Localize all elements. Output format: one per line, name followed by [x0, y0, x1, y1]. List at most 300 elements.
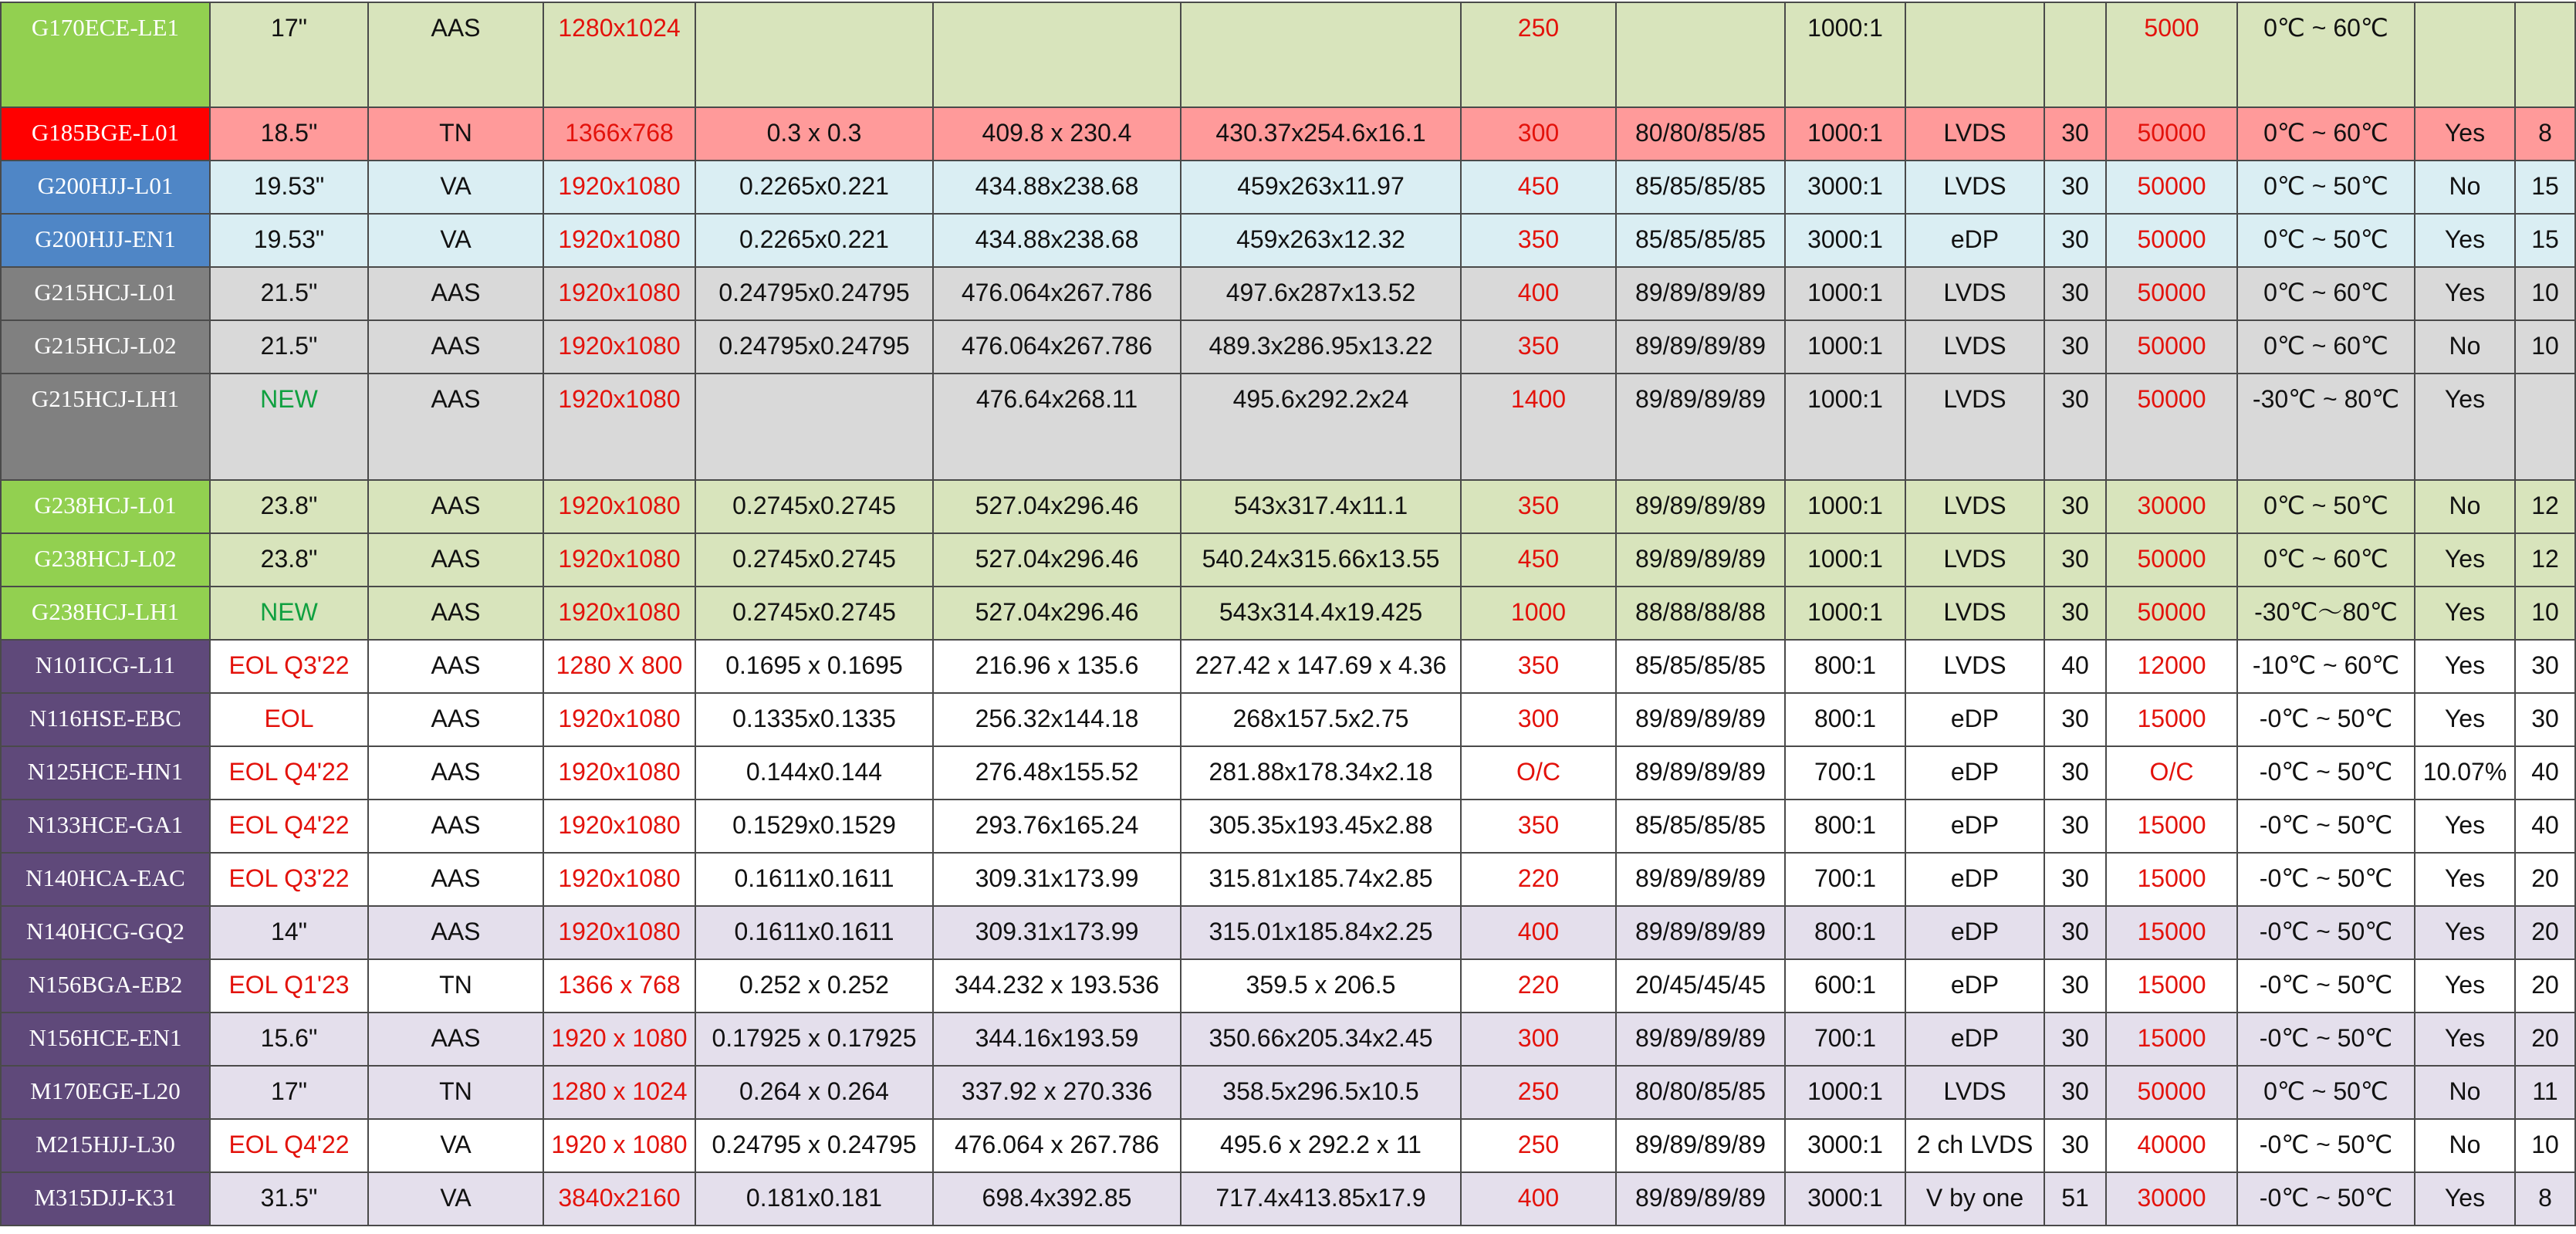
pins-cell: 30	[2045, 907, 2107, 960]
panel-type-cell: AAS	[369, 321, 544, 374]
touch-cell: No	[2415, 1120, 2516, 1173]
touch-cell: Yes	[2415, 268, 2516, 321]
viewing-angle-cell: 85/85/85/85	[1617, 800, 1786, 854]
interface-cell: LVDS	[1906, 587, 2045, 641]
size-cell: 21.5"	[211, 268, 369, 321]
pixel-pitch-cell: 0.24795 x 0.24795	[696, 1120, 934, 1173]
interface-cell: V by one	[1906, 1173, 2045, 1226]
interface-cell: eDP	[1906, 215, 2045, 268]
size-cell: EOL Q4'22	[211, 747, 369, 800]
model-cell: G238HCJ-L01	[0, 481, 211, 534]
contrast-cell: 1000:1	[1786, 321, 1906, 374]
resolution-cell: 1920x1080	[544, 534, 696, 587]
pins-cell: 30	[2045, 800, 2107, 854]
panel-type-cell: TN	[369, 960, 544, 1013]
pixel-pitch-cell: 0.1611x0.1611	[696, 907, 934, 960]
outline-cell: 315.81x185.74x2.85	[1182, 854, 1462, 907]
contrast-cell: 1000:1	[1786, 1067, 1906, 1120]
contrast-cell: 1000:1	[1786, 268, 1906, 321]
panel-type-cell: TN	[369, 108, 544, 161]
temperature-cell: -0℃ ~ 50℃	[2238, 907, 2415, 960]
brightness-cell: 350	[1462, 800, 1617, 854]
contrast-cell: 1000:1	[1786, 374, 1906, 481]
resolution-cell: 1920x1080	[544, 268, 696, 321]
table-row	[0, 1173, 2576, 1226]
temperature-cell: 0℃ ~ 50℃	[2238, 481, 2415, 534]
brightness-cell: 400	[1462, 1173, 1617, 1226]
brightness-cell: 350	[1462, 215, 1617, 268]
panel-type-cell: AAS	[369, 268, 544, 321]
viewing-angle-cell: 89/89/89/89	[1617, 1173, 1786, 1226]
outline-cell: 358.5x296.5x10.5	[1182, 1067, 1462, 1120]
viewing-angle-cell	[1617, 2, 1786, 108]
panel-type-cell: VA	[369, 215, 544, 268]
pixel-pitch-cell: 0.1529x0.1529	[696, 800, 934, 854]
pins-cell: 30	[2045, 374, 2107, 481]
qty-cell: 20	[2516, 1013, 2576, 1067]
outline-cell: 315.01x185.84x2.25	[1182, 907, 1462, 960]
interface-cell	[1906, 2, 2045, 108]
panel-type-cell: AAS	[369, 374, 544, 481]
size-cell: 31.5"	[211, 1173, 369, 1226]
brightness-cell: 300	[1462, 694, 1617, 747]
temperature-cell: -0℃ ~ 50℃	[2238, 1173, 2415, 1226]
qty-cell: 40	[2516, 747, 2576, 800]
contrast-cell: 1000:1	[1786, 534, 1906, 587]
model-cell: N125HCE-HN1	[0, 747, 211, 800]
brightness-cell: 250	[1462, 1067, 1617, 1120]
resolution-cell: 1920x1080	[544, 747, 696, 800]
pixel-pitch-cell: 0.1611x0.1611	[696, 854, 934, 907]
touch-cell: Yes	[2415, 534, 2516, 587]
size-cell: 23.8"	[211, 534, 369, 587]
qty-cell	[2516, 374, 2576, 481]
pins-cell: 30	[2045, 854, 2107, 907]
qty-cell: 15	[2516, 161, 2576, 215]
contrast-cell: 800:1	[1786, 800, 1906, 854]
size-cell: NEW	[211, 374, 369, 481]
lifetime-cell: 15000	[2107, 907, 2238, 960]
pins-cell: 30	[2045, 268, 2107, 321]
interface-cell: LVDS	[1906, 641, 2045, 694]
touch-cell: Yes	[2415, 800, 2516, 854]
touch-cell: Yes	[2415, 907, 2516, 960]
model-cell: G215HCJ-LH1	[0, 374, 211, 481]
active-area-cell: 476.064 x 267.786	[934, 1120, 1182, 1173]
qty-cell: 30	[2516, 641, 2576, 694]
qty-cell: 12	[2516, 481, 2576, 534]
table-row	[0, 960, 2576, 1013]
lifetime-cell: O/C	[2107, 747, 2238, 800]
contrast-cell: 600:1	[1786, 960, 1906, 1013]
temperature-cell: -0℃ ~ 50℃	[2238, 854, 2415, 907]
model-cell: N140HCG-GQ2	[0, 907, 211, 960]
touch-cell: Yes	[2415, 108, 2516, 161]
panel-type-cell: AAS	[369, 534, 544, 587]
resolution-cell: 1920x1080	[544, 321, 696, 374]
contrast-cell: 800:1	[1786, 694, 1906, 747]
active-area-cell: 434.88x238.68	[934, 215, 1182, 268]
model-cell: G215HCJ-L02	[0, 321, 211, 374]
model-cell: G200HJJ-L01	[0, 161, 211, 215]
pixel-pitch-cell: 0.24795x0.24795	[696, 268, 934, 321]
lifetime-cell: 12000	[2107, 641, 2238, 694]
resolution-cell: 3840x2160	[544, 1173, 696, 1226]
model-cell: N156HCE-EN1	[0, 1013, 211, 1067]
lifetime-cell: 50000	[2107, 268, 2238, 321]
lifetime-cell: 15000	[2107, 1013, 2238, 1067]
qty-cell: 11	[2516, 1067, 2576, 1120]
outline-cell: 489.3x286.95x13.22	[1182, 321, 1462, 374]
size-cell: 17"	[211, 2, 369, 108]
interface-cell: LVDS	[1906, 1067, 2045, 1120]
panel-type-cell: AAS	[369, 641, 544, 694]
active-area-cell: 309.31x173.99	[934, 907, 1182, 960]
active-area-cell: 527.04x296.46	[934, 481, 1182, 534]
pins-cell: 30	[2045, 694, 2107, 747]
resolution-cell: 1920x1080	[544, 694, 696, 747]
size-cell: EOL Q1'23	[211, 960, 369, 1013]
viewing-angle-cell: 85/85/85/85	[1617, 161, 1786, 215]
touch-cell: Yes	[2415, 1173, 2516, 1226]
outline-cell: 305.35x193.45x2.88	[1182, 800, 1462, 854]
brightness-cell: 350	[1462, 321, 1617, 374]
outline-cell: 227.42 x 147.69 x 4.36	[1182, 641, 1462, 694]
qty-cell: 10	[2516, 587, 2576, 641]
table-row	[0, 268, 2576, 321]
interface-cell: eDP	[1906, 960, 2045, 1013]
outline-cell	[1182, 2, 1462, 108]
model-cell: G238HCJ-L02	[0, 534, 211, 587]
table-row	[0, 374, 2576, 481]
temperature-cell: -0℃ ~ 50℃	[2238, 1120, 2415, 1173]
model-cell: M215HJJ-L30	[0, 1120, 211, 1173]
viewing-angle-cell: 85/85/85/85	[1617, 215, 1786, 268]
table-row	[0, 641, 2576, 694]
lifetime-cell: 50000	[2107, 534, 2238, 587]
model-cell: N133HCE-GA1	[0, 800, 211, 854]
qty-cell: 10	[2516, 268, 2576, 321]
qty-cell: 20	[2516, 854, 2576, 907]
panel-type-cell: AAS	[369, 854, 544, 907]
touch-cell: Yes	[2415, 694, 2516, 747]
qty-cell: 12	[2516, 534, 2576, 587]
pins-cell: 30	[2045, 108, 2107, 161]
active-area-cell: 476.064x267.786	[934, 321, 1182, 374]
panel-type-cell: AAS	[369, 907, 544, 960]
table-row	[0, 215, 2576, 268]
viewing-angle-cell: 80/80/85/85	[1617, 1067, 1786, 1120]
viewing-angle-cell: 89/89/89/89	[1617, 1013, 1786, 1067]
pixel-pitch-cell: 0.2745x0.2745	[696, 587, 934, 641]
panel-type-cell: AAS	[369, 694, 544, 747]
viewing-angle-cell: 89/89/89/89	[1617, 321, 1786, 374]
resolution-cell: 1920x1080	[544, 481, 696, 534]
table-row	[0, 1067, 2576, 1120]
interface-cell: eDP	[1906, 800, 2045, 854]
viewing-angle-cell: 89/89/89/89	[1617, 481, 1786, 534]
resolution-cell: 1920x1080	[544, 854, 696, 907]
lifetime-cell: 30000	[2107, 1173, 2238, 1226]
touch-cell: Yes	[2415, 1013, 2516, 1067]
qty-cell	[2516, 2, 2576, 108]
contrast-cell: 1000:1	[1786, 587, 1906, 641]
lifetime-cell: 50000	[2107, 321, 2238, 374]
brightness-cell: 1400	[1462, 374, 1617, 481]
interface-cell: eDP	[1906, 694, 2045, 747]
touch-cell: Yes	[2415, 374, 2516, 481]
contrast-cell: 700:1	[1786, 1013, 1906, 1067]
temperature-cell: 0℃ ~ 50℃	[2238, 215, 2415, 268]
table-row	[0, 108, 2576, 161]
active-area-cell: 527.04x296.46	[934, 587, 1182, 641]
contrast-cell: 1000:1	[1786, 2, 1906, 108]
temperature-cell: -30℃～80℃	[2238, 587, 2415, 641]
touch-cell: Yes	[2415, 215, 2516, 268]
active-area-cell: 698.4x392.85	[934, 1173, 1182, 1226]
model-cell: N116HSE-EBC	[0, 694, 211, 747]
outline-cell: 497.6x287x13.52	[1182, 268, 1462, 321]
pins-cell: 30	[2045, 747, 2107, 800]
lifetime-cell: 50000	[2107, 108, 2238, 161]
contrast-cell: 1000:1	[1786, 108, 1906, 161]
interface-cell: eDP	[1906, 907, 2045, 960]
temperature-cell: 0℃ ~ 60℃	[2238, 2, 2415, 108]
brightness-cell: 300	[1462, 108, 1617, 161]
model-cell: M315DJJ-K31	[0, 1173, 211, 1226]
pixel-pitch-cell: 0.181x0.181	[696, 1173, 934, 1226]
table-row	[0, 800, 2576, 854]
pixel-pitch-cell: 0.264 x 0.264	[696, 1067, 934, 1120]
resolution-cell: 1920 x 1080	[544, 1013, 696, 1067]
resolution-cell: 1920x1080	[544, 215, 696, 268]
pins-cell: 30	[2045, 1067, 2107, 1120]
pins-cell: 30	[2045, 161, 2107, 215]
pins-cell: 51	[2045, 1173, 2107, 1226]
interface-cell: LVDS	[1906, 374, 2045, 481]
qty-cell: 15	[2516, 215, 2576, 268]
pixel-pitch-cell: 0.2265x0.221	[696, 161, 934, 215]
brightness-cell: 220	[1462, 854, 1617, 907]
outline-cell: 359.5 x 206.5	[1182, 960, 1462, 1013]
qty-cell: 20	[2516, 960, 2576, 1013]
lifetime-cell: 50000	[2107, 374, 2238, 481]
lifetime-cell: 50000	[2107, 587, 2238, 641]
size-cell: EOL	[211, 694, 369, 747]
active-area-cell: 256.32x144.18	[934, 694, 1182, 747]
contrast-cell: 3000:1	[1786, 1173, 1906, 1226]
table-row	[0, 587, 2576, 641]
contrast-cell: 3000:1	[1786, 161, 1906, 215]
touch-cell: Yes	[2415, 854, 2516, 907]
model-cell: G238HCJ-LH1	[0, 587, 211, 641]
model-cell: N140HCA-EAC	[0, 854, 211, 907]
temperature-cell: 0℃ ~ 50℃	[2238, 161, 2415, 215]
qty-cell: 10	[2516, 1120, 2576, 1173]
resolution-cell: 1920x1080	[544, 800, 696, 854]
lifetime-cell: 5000	[2107, 2, 2238, 108]
table-row	[0, 1013, 2576, 1067]
active-area-cell: 476.64x268.11	[934, 374, 1182, 481]
brightness-cell: 400	[1462, 907, 1617, 960]
outline-cell: 459x263x12.32	[1182, 215, 1462, 268]
pixel-pitch-cell	[696, 2, 934, 108]
active-area-cell: 309.31x173.99	[934, 854, 1182, 907]
brightness-cell: O/C	[1462, 747, 1617, 800]
touch-cell: No	[2415, 481, 2516, 534]
viewing-angle-cell: 89/89/89/89	[1617, 747, 1786, 800]
outline-cell: 495.6 x 292.2 x 11	[1182, 1120, 1462, 1173]
touch-cell	[2415, 2, 2516, 108]
active-area-cell: 276.48x155.52	[934, 747, 1182, 800]
size-cell: 19.53"	[211, 161, 369, 215]
temperature-cell: 0℃ ~ 60℃	[2238, 268, 2415, 321]
panel-type-cell: TN	[369, 1067, 544, 1120]
active-area-cell: 476.064x267.786	[934, 268, 1182, 321]
active-area-cell: 293.76x165.24	[934, 800, 1182, 854]
viewing-angle-cell: 80/80/85/85	[1617, 108, 1786, 161]
resolution-cell: 1920x1080	[544, 587, 696, 641]
size-cell: EOL Q4'22	[211, 800, 369, 854]
temperature-cell: 0℃ ~ 60℃	[2238, 534, 2415, 587]
size-cell: 18.5"	[211, 108, 369, 161]
qty-cell: 8	[2516, 1173, 2576, 1226]
model-cell: G200HJJ-EN1	[0, 215, 211, 268]
lifetime-cell: 30000	[2107, 481, 2238, 534]
temperature-cell: 0℃ ~ 60℃	[2238, 108, 2415, 161]
viewing-angle-cell: 85/85/85/85	[1617, 641, 1786, 694]
resolution-cell: 1280 x 1024	[544, 1067, 696, 1120]
interface-cell: eDP	[1906, 854, 2045, 907]
viewing-angle-cell: 88/88/88/88	[1617, 587, 1786, 641]
touch-cell: No	[2415, 1067, 2516, 1120]
interface-cell: eDP	[1906, 1013, 2045, 1067]
contrast-cell: 700:1	[1786, 854, 1906, 907]
size-cell: EOL Q4'22	[211, 1120, 369, 1173]
pixel-pitch-cell: 0.2265x0.221	[696, 215, 934, 268]
temperature-cell: -10℃ ~ 60℃	[2238, 641, 2415, 694]
resolution-cell: 1920x1080	[544, 907, 696, 960]
viewing-angle-cell: 89/89/89/89	[1617, 534, 1786, 587]
panel-type-cell: AAS	[369, 1013, 544, 1067]
brightness-cell: 300	[1462, 1013, 1617, 1067]
viewing-angle-cell: 89/89/89/89	[1617, 1120, 1786, 1173]
viewing-angle-cell: 89/89/89/89	[1617, 854, 1786, 907]
touch-cell: 10.07%	[2415, 747, 2516, 800]
pixel-pitch-cell: 0.17925 x 0.17925	[696, 1013, 934, 1067]
touch-cell: Yes	[2415, 587, 2516, 641]
contrast-cell: 1000:1	[1786, 481, 1906, 534]
temperature-cell: -0℃ ~ 50℃	[2238, 800, 2415, 854]
panel-type-cell: AAS	[369, 481, 544, 534]
table-row	[0, 2, 2576, 108]
table-row	[0, 1120, 2576, 1173]
size-cell: EOL Q3'22	[211, 854, 369, 907]
qty-cell: 10	[2516, 321, 2576, 374]
touch-cell: No	[2415, 321, 2516, 374]
resolution-cell: 1280 X 800	[544, 641, 696, 694]
temperature-cell: -30℃ ~ 80℃	[2238, 374, 2415, 481]
temperature-cell: -0℃ ~ 50℃	[2238, 1013, 2415, 1067]
pixel-pitch-cell: 0.144x0.144	[696, 747, 934, 800]
table-row	[0, 534, 2576, 587]
interface-cell: LVDS	[1906, 108, 2045, 161]
viewing-angle-cell: 89/89/89/89	[1617, 268, 1786, 321]
temperature-cell: 0℃ ~ 60℃	[2238, 321, 2415, 374]
pixel-pitch-cell: 0.3 x 0.3	[696, 108, 934, 161]
active-area-cell: 344.232 x 193.536	[934, 960, 1182, 1013]
brightness-cell: 220	[1462, 960, 1617, 1013]
brightness-cell: 450	[1462, 534, 1617, 587]
qty-cell: 40	[2516, 800, 2576, 854]
pins-cell: 30	[2045, 215, 2107, 268]
size-cell: 17"	[211, 1067, 369, 1120]
brightness-cell: 400	[1462, 268, 1617, 321]
model-cell: G185BGE-L01	[0, 108, 211, 161]
interface-cell: LVDS	[1906, 534, 2045, 587]
panel-type-cell: VA	[369, 1173, 544, 1226]
active-area-cell: 337.92 x 270.336	[934, 1067, 1182, 1120]
pixel-pitch-cell: 0.24795x0.24795	[696, 321, 934, 374]
model-cell: M170EGE-L20	[0, 1067, 211, 1120]
pins-cell: 30	[2045, 534, 2107, 587]
touch-cell: Yes	[2415, 960, 2516, 1013]
table-row	[0, 694, 2576, 747]
outline-cell: 459x263x11.97	[1182, 161, 1462, 215]
table-row	[0, 481, 2576, 534]
touch-cell: No	[2415, 161, 2516, 215]
resolution-cell: 1366 x 768	[544, 960, 696, 1013]
panel-type-cell: AAS	[369, 587, 544, 641]
viewing-angle-cell: 89/89/89/89	[1617, 374, 1786, 481]
outline-cell: 350.66x205.34x2.45	[1182, 1013, 1462, 1067]
contrast-cell: 800:1	[1786, 641, 1906, 694]
model-cell: G215HCJ-L01	[0, 268, 211, 321]
temperature-cell: -0℃ ~ 50℃	[2238, 960, 2415, 1013]
interface-cell: LVDS	[1906, 321, 2045, 374]
pins-cell: 30	[2045, 1013, 2107, 1067]
contrast-cell: 800:1	[1786, 907, 1906, 960]
touch-cell: Yes	[2415, 641, 2516, 694]
temperature-cell: -0℃ ~ 50℃	[2238, 694, 2415, 747]
active-area-cell: 527.04x296.46	[934, 534, 1182, 587]
outline-cell: 543x314.4x19.425	[1182, 587, 1462, 641]
active-area-cell: 434.88x238.68	[934, 161, 1182, 215]
brightness-cell: 1000	[1462, 587, 1617, 641]
lifetime-cell: 50000	[2107, 215, 2238, 268]
pixel-pitch-cell: 0.1695 x 0.1695	[696, 641, 934, 694]
size-cell: NEW	[211, 587, 369, 641]
pins-cell: 30	[2045, 587, 2107, 641]
outline-cell: 268x157.5x2.75	[1182, 694, 1462, 747]
outline-cell: 543x317.4x11.1	[1182, 481, 1462, 534]
size-cell: EOL Q3'22	[211, 641, 369, 694]
panel-type-cell: AAS	[369, 2, 544, 108]
interface-cell: LVDS	[1906, 481, 2045, 534]
outline-cell: 495.6x292.2x24	[1182, 374, 1462, 481]
table-row	[0, 161, 2576, 215]
panel-type-cell: VA	[369, 161, 544, 215]
resolution-cell: 1920 x 1080	[544, 1120, 696, 1173]
active-area-cell: 216.96 x 135.6	[934, 641, 1182, 694]
size-cell: 15.6"	[211, 1013, 369, 1067]
pins-cell: 30	[2045, 481, 2107, 534]
model-cell: N101ICG-L11	[0, 641, 211, 694]
size-cell: 19.53"	[211, 215, 369, 268]
model-cell: N156BGA-EB2	[0, 960, 211, 1013]
interface-cell: LVDS	[1906, 161, 2045, 215]
panel-type-cell: VA	[369, 1120, 544, 1173]
